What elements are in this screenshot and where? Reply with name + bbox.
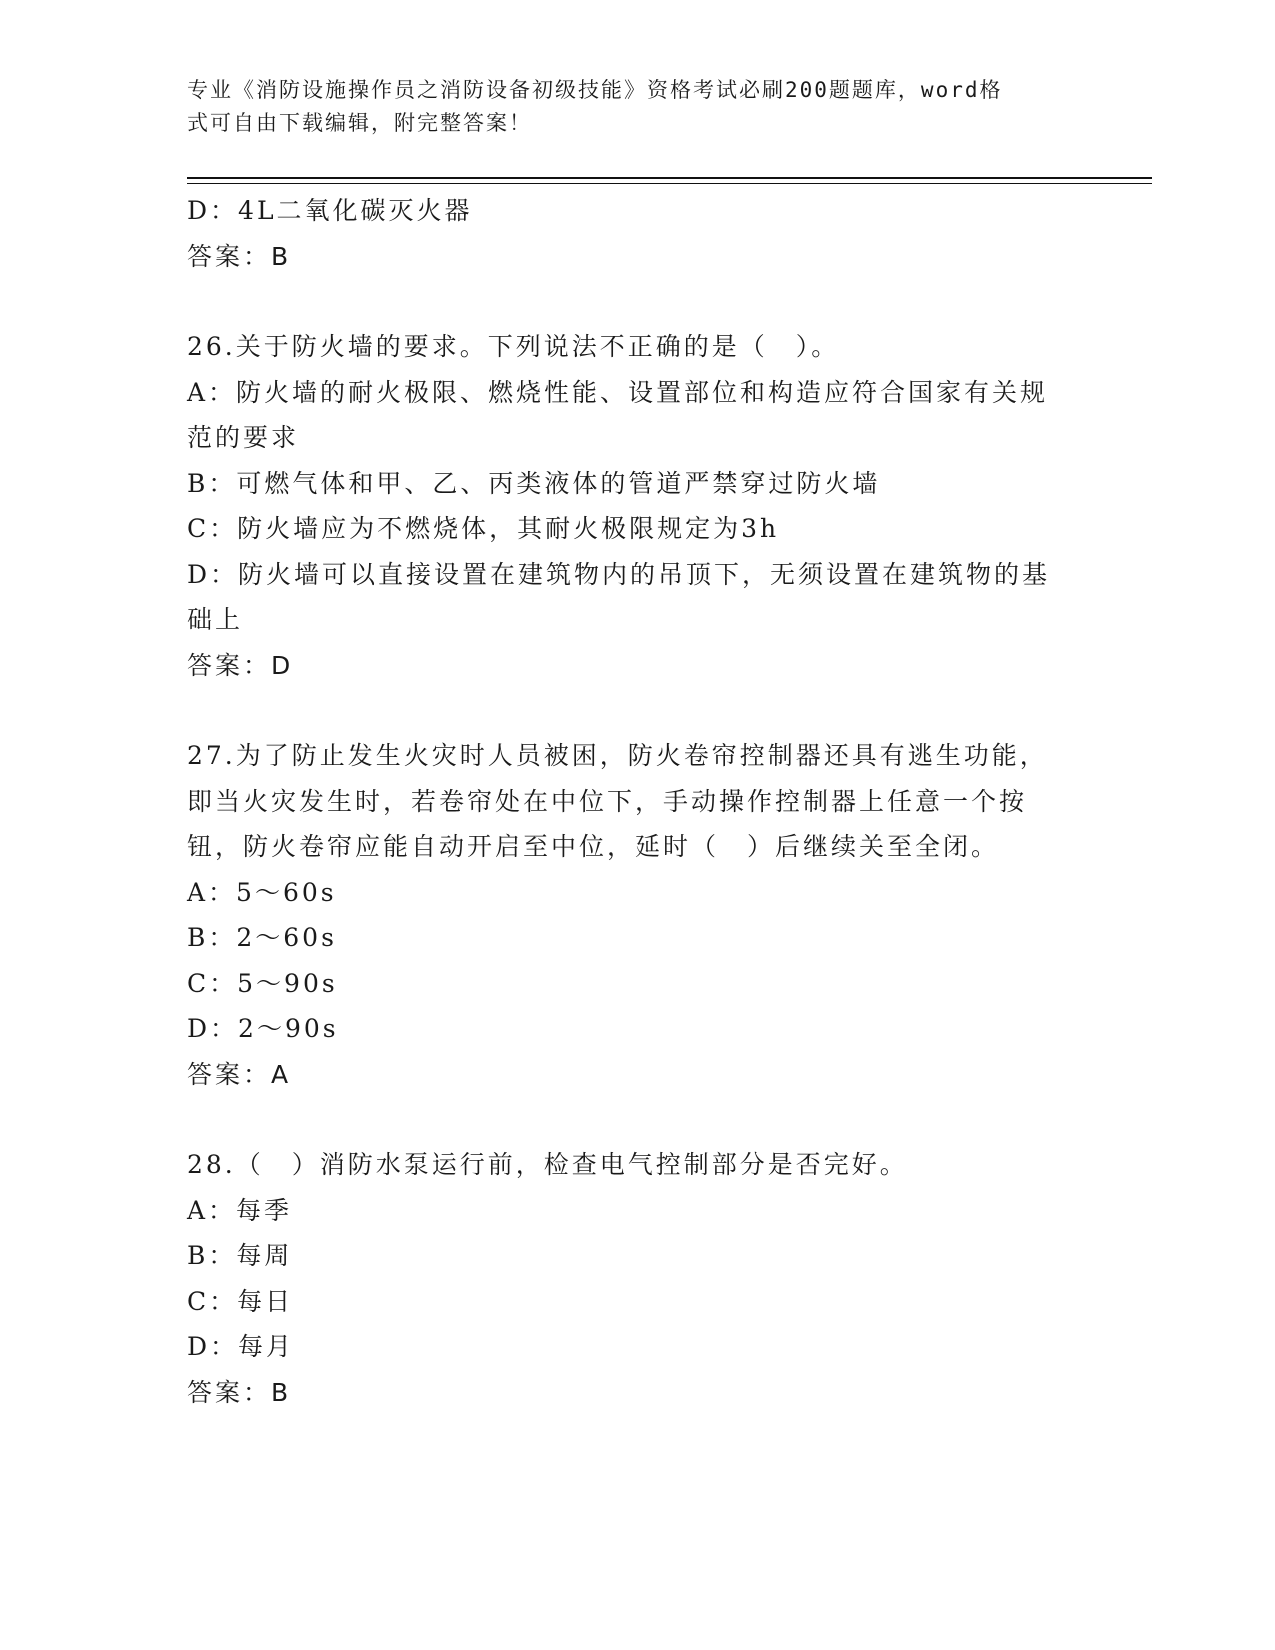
spacer [187, 1097, 1067, 1142]
option-d: D：防火墙可以直接设置在建筑物内的吊顶下，无须设置在建筑物的基 [187, 559, 1051, 589]
question-stem: 28.（ ）消防水泵运行前，检查电气控制部分是否完好。 [187, 1150, 908, 1179]
option-c: C：防火墙应为不燃烧体，其耐火极限规定为3h [187, 514, 780, 543]
header-divider-thick [187, 177, 1152, 179]
document-header [187, 74, 1067, 140]
answer-line: 答案：B [187, 241, 292, 271]
option-b: B：2～60s [187, 923, 337, 952]
question-stem-continued: 即当火灾发生时，若卷帘处在中位下，手动操作控制器上任意一个按 [187, 786, 1028, 816]
question-27 [187, 733, 1067, 1097]
option-a: A：每季 [187, 1195, 293, 1225]
question-26 [187, 324, 1067, 688]
option-d-continued: 础上 [187, 605, 244, 634]
question-stem: 26.关于防火墙的要求。下列说法不正确的是（ ）。 [187, 332, 840, 361]
option-d: D：2～90s [187, 1014, 339, 1043]
option-a: A：防火墙的耐火极限、燃烧性能、设置部位和构造应符合国家有关规 [187, 377, 1049, 407]
option-b: B：每周 [187, 1241, 293, 1270]
option-d: D：4L二氧化碳灭火器 [187, 196, 473, 225]
header-line-1: 专业《消防设施操作员之消防设备初级技能》资格考试必刷200题题库，word格 [187, 78, 1003, 102]
option-a: A：5～60s [187, 877, 337, 907]
option-d: D：每月 [187, 1332, 295, 1361]
option-c: C：5～90s [187, 968, 338, 998]
option-c: C：每日 [187, 1286, 294, 1316]
option-b: B：可燃气体和甲、乙、丙类液体的管道严禁穿过防火墙 [187, 468, 881, 498]
header-divider-thin [187, 183, 1152, 184]
question-28 [187, 1142, 1067, 1415]
answer-line: 答案：D [187, 650, 294, 680]
previous-question-tail [187, 188, 1067, 279]
spacer [187, 279, 1067, 324]
header-line-2: 式可自由下载编辑，附完整答案！ [187, 111, 532, 135]
question-stem: 27.为了防止发生火灾时人员被困，防火卷帘控制器还具有逃生功能， [187, 741, 1048, 770]
question-content [187, 188, 1067, 1415]
answer-line: 答案：B [187, 1377, 292, 1407]
answer-line: 答案：A [187, 1059, 292, 1089]
spacer [187, 688, 1067, 733]
question-stem-continued: 钮，防火卷帘应能自动开启至中位，延时（ ）后继续关至全闭。 [187, 832, 1000, 861]
option-a-continued: 范的要求 [187, 423, 300, 452]
